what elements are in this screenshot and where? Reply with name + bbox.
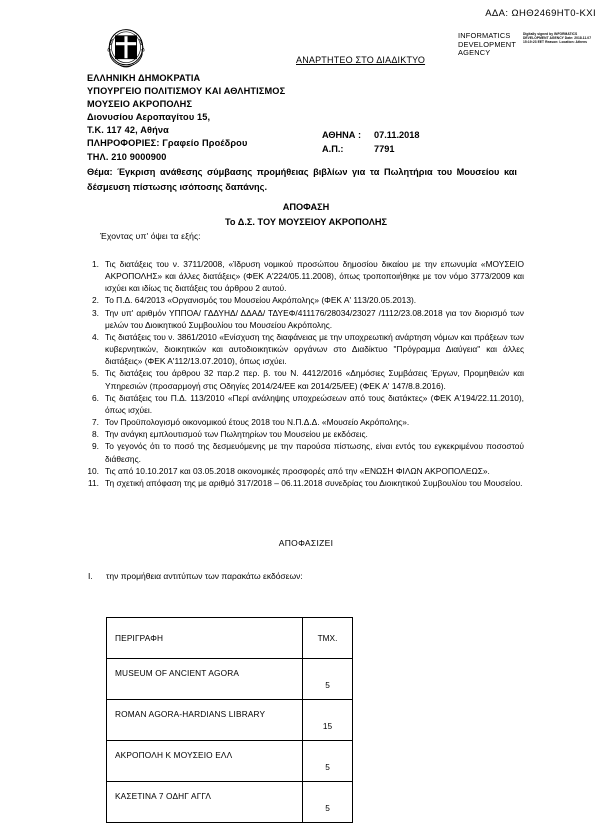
item-quantity: 5: [303, 741, 353, 782]
organisation-address-block: [87, 72, 285, 164]
publication-note: ΑΝΑΡΤΗΤΕΟ ΣΤΟ ΔΙΑΔΙΚΤΥΟ: [296, 55, 426, 65]
table-row: [107, 700, 353, 741]
clause-number: 9.: [92, 441, 99, 452]
table-row: [107, 659, 353, 700]
clause-number: 10.: [87, 465, 99, 476]
clause-text: Το Π.Δ. 64/2013 «Οργανισμός του Μουσείου Ακρόπολης» (ΦΕΚ Α' 113/20.05.2013).: [105, 295, 417, 306]
clause-item: [86, 392, 524, 416]
clause-text: Την ανάγκη εμπλουτισμού των Πωλητηρίων του Μουσείου με εκδόσεις.: [105, 429, 368, 440]
clause-list: [86, 258, 524, 489]
protocol-row: [322, 142, 419, 156]
table-header-quantity: ΤΜΧ.: [303, 618, 353, 659]
resolution-text: την προμήθεια αντιτύπων των παρακάτω εκδόσεων:: [106, 571, 303, 581]
clause-item: [86, 307, 524, 331]
org-line-5: Τ.Κ. 117 42, Αθήνα: [87, 125, 169, 136]
clause-text: Τον Προϋπολογισμό οικονομικού έτους 2018 του Ν.Π.Δ.Δ. «Μουσείο Ακρόπολης».: [105, 417, 410, 428]
org-line-3: ΜΟΥΣΕΙΟ ΑΚΡΟΠΟΛΗΣ: [87, 99, 193, 110]
table-header-description: ΠΕΡΙΓΡΑΦΗ: [107, 618, 303, 659]
org-line-6: ΠΛΗΡΟΦΟΡΙΕΣ: Γραφείο Προέδρου: [87, 138, 248, 149]
signature-details-text: Digitally signed by INFORMATICS DEVELOPMENT AGENCY Date: 2018.11.07 15:19:23 EET Reason: Location: Athens: [523, 32, 592, 45]
clause-number: 5.: [92, 368, 99, 379]
subject-line: [87, 165, 517, 194]
decision-heading-line2: Το Δ.Σ. ΤΟΥ ΜΟΥΣΕΙΟΥ ΑΚΡΟΠΟΛΗΣ: [225, 216, 387, 227]
preamble-text: Έχοντας υπ' όψει τα εξής:: [100, 231, 201, 241]
subject-label: Θέμα:: [87, 167, 113, 177]
clause-item: [86, 465, 524, 477]
org-line-4: Διονυσίου Αεροπαγίτου 15,: [87, 112, 211, 123]
org-line-7: ΤΗΛ. 210 9000900: [87, 151, 167, 162]
clause-text: Τις διατάξεις του Π.Δ. 113/2010 «Περί ανάληψης υποχρεώσεων από τους διατάκτες» (ΦΕΚ Α'194/22.11.2010), όπως ισχύει.: [105, 392, 524, 415]
date-value: 07.11.2018: [374, 130, 420, 140]
item-description: ΚΑΣΕΤΙΝΑ 7 ΟΔΗΓ ΑΓΓΛ: [107, 782, 303, 823]
digital-signature-stamp: [458, 32, 606, 58]
table-header-row: [107, 618, 353, 659]
item-quantity: 5: [303, 782, 353, 823]
clause-number: 1.: [92, 259, 99, 269]
resolution-item: [88, 571, 508, 581]
protocol-label: Α.Π.:: [322, 144, 344, 154]
signature-agency-name: INFORMATICS DEVELOPMENT AGENCY: [458, 31, 516, 58]
clause-item: [86, 416, 524, 428]
org-line-1: ΕΛΛΗΝΙΚΗ ΔΗΜΟΚΡΑΤΙΑ: [87, 73, 201, 83]
clause-text: Τις διατάξεις του ν. 3711/2008, «Ίδρυση νομικού προσώπου δημοσίου δικαίου με την επωνυμία «ΜΟΥΣΕΙΟ ΑΚΡΟΠΟΛΗΣ» και άλλες διατάξεις» (ΦΕΚ Α'224/05.11.2008), όπως τροποποιήθηκε με τον νόμο 3773/2009 και ισχύει και ιδίως τις διατάξεις του άρθρου 2 αυτού.: [105, 259, 524, 294]
org-line-2: ΥΠΟΥΡΓΕΙΟ ΠΟΛΙΤΙΣΜΟΥ ΚΑΙ ΑΘΛΗΤΙΣΜΟΣ: [87, 86, 286, 97]
decides-heading: ΑΠΟΦΑΣΙΖΕΙ: [278, 538, 334, 548]
date-label: ΑΘΗΝΑ :: [322, 130, 362, 140]
clause-item: [86, 440, 524, 464]
item-description: ΑΚΡΟΠΟΛΗ Κ ΜΟΥΣΕΙΟ ΕΛΛ: [107, 741, 303, 782]
item-description: MUSEUM OF ANCIENT AGORA: [107, 659, 303, 700]
clause-text: Τις διατάξεις του ν. 3861/2010 «Ενίσχυση της διαφάνειας με την υποχρεωτική ανάρτηση νόμων και πράξεων των κυβερνητικών, διοικητικών και αυτοδιοικητικών οργάνων στο Διαδίκτυο "Πρόγραμμα Διαύγεια" και άλλες διατάξεις» (ΦΕΚ Α'112/13.07.2010), όπως ισχύει.: [105, 331, 524, 367]
date-row: [322, 128, 419, 142]
clause-item: [86, 258, 524, 294]
clause-item: [86, 331, 524, 367]
clause-item: [86, 367, 524, 391]
clause-number: 4.: [92, 331, 99, 342]
clause-number: 3.: [92, 307, 99, 318]
subject-text: Έγκριση ανάθεσης σύμβασης προμήθειας βιβλίων για τα Πωλητήρια του Μουσείου και δέσμευση πίστωσης ισόποσης δαπάνης.: [87, 167, 517, 192]
clause-text: Το γεγονός ότι το ποσό της δεσμευόμενης με την παρούσα πίστωσης, είναι εντός του εγκεκριμένου ποσοστού διάθεσης.: [105, 441, 524, 464]
clause-number: 7.: [92, 417, 99, 428]
clause-number: 8.: [92, 429, 99, 440]
ada-code: ΑΔΑ: ΩΗΘ2469ΗΤ0-ΚΧΙ: [485, 8, 596, 19]
clause-text: Τις από 10.10.2017 και 03.05.2018 οικονομικές προσφορές από την «ΕΝΩΣΗ ΦΙΛΩΝ ΑΚΡΟΠΟΛΕΩΣ».: [105, 465, 490, 476]
clause-item: [86, 428, 524, 440]
item-description: ROMAN AGORA-HARDIANS LIBRARY: [107, 700, 303, 741]
item-quantity: 5: [303, 659, 353, 700]
decision-heading-line1: ΑΠΟΦΑΣΗ: [282, 202, 330, 212]
table-row: [107, 782, 353, 823]
item-quantity: 15: [303, 700, 353, 741]
clause-text: Τη σχετική απόφαση της με αριθμό 317/2018 – 06.11.2018 συνεδρίας του Διοικητικού Συμβουλίου του Μουσείου.: [105, 477, 523, 488]
hellenic-republic-coat-of-arms-icon: [104, 26, 148, 72]
clause-number: 2.: [92, 295, 99, 306]
items-table: [106, 617, 353, 823]
clause-text: Τις διατάξεις του άρθρου 32 παρ.2 περ. β. του Ν. 4412/2016 «Δημόσιες Συμβάσεις Έργων, Προμηθειών και Υπηρεσιών (προσαρμογή στις Οδηγίες 2014/24/ΕΕ και 2014/25/ΕΕ) (ΦΕΚ Α' 147/8.8.2016).: [105, 368, 524, 391]
clause-number: 6.: [92, 392, 99, 403]
clause-text: Την υπ' αριθμόν ΥΠΠΟΑ/ ΓΔΔΥΗΔ/ ΔΔΑΔ/ ΤΔΥΕΦ/411176/28034/23027 /1112/23.08.2018 για τον διορισμό των μελών του Διοικητικού Συμβουλίου του Μουσείου Ακρόπολης.: [105, 307, 524, 330]
clause-number: 11.: [87, 477, 99, 488]
table-row: [107, 741, 353, 782]
date-protocol-block: [322, 128, 419, 156]
resolution-number: Ι.: [88, 571, 93, 581]
protocol-value: 7791: [374, 144, 395, 154]
clause-item: [86, 294, 524, 306]
clause-item: [86, 477, 524, 489]
decision-heading: [0, 200, 612, 229]
